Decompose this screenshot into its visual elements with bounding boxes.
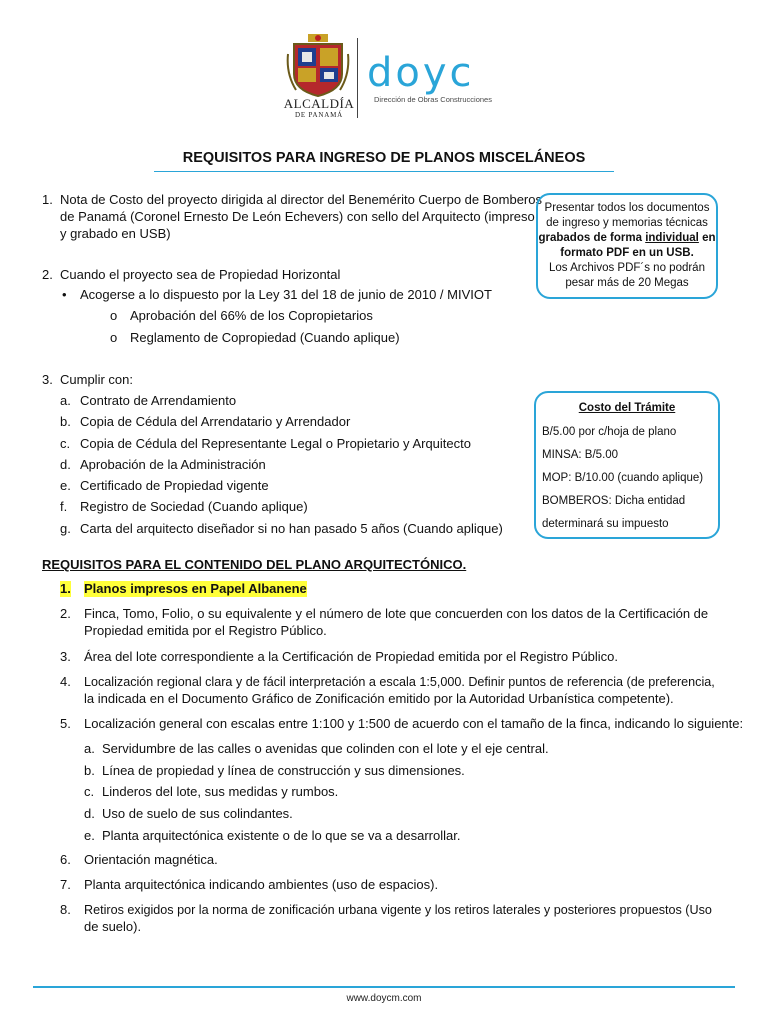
item-3-letter-c: c. [60, 436, 71, 451]
item-2-line-1: Cuando el proyecto sea de Propiedad Horizontal [60, 267, 341, 282]
callout-1-line-5: Los Archivos PDF´s no podrán [549, 262, 705, 274]
footer-rule [33, 986, 735, 988]
item-1-line-1: Nota de Costo del proyecto dirigida al director del Benemérito Cuerpo de Bomberos [60, 192, 542, 207]
req-4-number: 4. [60, 674, 71, 689]
req-8-line-1: Retiros exigidos por la norma de zonificación urbana vigente y los retiros laterales y posteriores propuestos (Uso [84, 903, 712, 917]
circle-bullet-icon: o [110, 308, 118, 323]
cost-heading: Costo del Trámite [578, 402, 676, 414]
item-2-number: 2. [42, 267, 53, 282]
req-5-a: Servidumbre de las calles o avenidas que colinden con el lote y el eje central. [102, 741, 549, 756]
de-panama-label: DE PANAMÁ [295, 111, 343, 119]
req-5-letter-d: d. [84, 806, 95, 821]
cost-line-3: MOP: B/10.00 (cuando aplique) [542, 472, 704, 484]
req-3: Área del lote correspondiente a la Certificación de Propiedad emitida por el Registro Público. [84, 649, 619, 664]
req-8-line-2: de suelo). [84, 919, 142, 934]
cost-line-5: determinará su impuesto [542, 518, 669, 530]
item-2-sub-2: Reglamento de Copropiedad (Cuando aplique) [130, 330, 400, 345]
footer-url: www.doycm.com [346, 993, 422, 1004]
item-3-letter-e: e. [60, 478, 71, 493]
circle-bullet-icon: o [110, 330, 118, 345]
callout-1-line-1: Presentar todos los documentos [544, 202, 710, 214]
doyc-logo-text: doyc [367, 50, 475, 96]
req-1-number: 1. [60, 581, 71, 596]
req-6-number: 6. [60, 852, 71, 867]
req-3-number: 3. [60, 649, 71, 664]
req-4-line-1: Localización regional clara y de fácil interpretación a escala 1:5,000. Definir puntos de referencia (de preferencia, [84, 675, 715, 689]
callout-1-line-6: pesar más de 20 Megas [565, 277, 689, 289]
callout-1-line-4: formato PDF en un USB. [560, 247, 694, 259]
callout-1-line-3: grabados de forma individual en [538, 232, 716, 244]
item-3-b: Copia de Cédula del Arrendatario y Arrendador [80, 414, 351, 429]
item-3-a: Contrato de Arrendamiento [80, 393, 237, 408]
item-3-c: Copia de Cédula del Representante Legal o Propietario y Arquitecto [80, 436, 471, 451]
page-title: REQUISITOS PARA INGRESO DE PLANOS MISCELÁNEOS [182, 150, 586, 166]
req-5-letter-e: e. [84, 828, 95, 843]
header-divider [357, 38, 358, 118]
coat-of-arms-icon [286, 34, 350, 98]
req-2-line-2: Propiedad emitida por el Registro Público. [84, 623, 327, 638]
item-2-bullet: Acogerse a lo dispuesto por la Ley 31 del 18 de junio de 2010 / MIVIOT [80, 287, 492, 302]
req-7-number: 7. [60, 877, 71, 892]
doyc-logo [365, 50, 495, 96]
doyc-subtitle: Dirección de Obras Construcciones [374, 95, 492, 104]
req-1: Planos impresos en Papel Albanene [84, 581, 307, 596]
section-2-heading: REQUISITOS PARA EL CONTENIDO DEL PLANO ARQUITECTÓNICO. [42, 557, 467, 572]
cost-line-2: MINSA: B/5.00 [542, 449, 619, 461]
item-3-letter-g: g. [60, 521, 71, 536]
req-5-letter-a: a. [84, 741, 95, 756]
req-5-letter-b: b. [84, 763, 95, 778]
req-5-e: Planta arquitectónica existente o de lo que se va a desarrollar. [102, 828, 461, 843]
item-3-line-1: Cumplir con: [60, 372, 133, 387]
item-3-letter-b: b. [60, 414, 71, 429]
bullet-icon: • [62, 287, 67, 302]
req-5-d: Uso de suelo de sus colindantes. [102, 806, 293, 821]
item-3-d: Aprobación de la Administración [80, 457, 266, 472]
callout-1-line-2: de ingreso y memorias técnicas [546, 217, 708, 229]
req-5-letter-c: c. [84, 784, 95, 799]
item-1-number: 1. [42, 192, 53, 207]
req-4-line-2: la indicada en el Documento Gráfico de Zonificación emitido por la Autoridad Urbanística competente). [84, 691, 674, 706]
item-3-e: Certificado de Propiedad vigente [80, 478, 269, 493]
item-3-g: Carta del arquitecto diseñador si no han pasado 5 años (Cuando aplique) [80, 521, 503, 536]
req-2-line-1: Finca, Tomo, Folio, o su equivalente y el número de lote que concuerden con los datos de la Certificación de [84, 606, 709, 621]
req-8-number: 8. [60, 902, 71, 917]
req-7: Planta arquitectónica indicando ambientes (uso de espacios). [84, 877, 439, 892]
alcaldia-label: ALCALDÍA [283, 96, 355, 111]
req-5-c: Linderos del lote, sus medidas y rumbos. [102, 784, 339, 799]
item-3-f: Registro de Sociedad (Cuando aplique) [80, 499, 308, 514]
cost-line-4: BOMBEROS: Dicha entidad [542, 495, 686, 507]
title-underline [154, 171, 614, 172]
req-5-b: Línea de propiedad y línea de construcción y sus dimensiones. [102, 763, 465, 778]
cost-callout [534, 391, 720, 539]
req-6: Orientación magnética. [84, 852, 218, 867]
item-2-sub-1: Aprobación del 66% de los Copropietarios [130, 308, 373, 323]
item-1-line-3: y grabado en USB) [60, 226, 171, 241]
item-3-letter-d: d. [60, 457, 71, 472]
req-5-number: 5. [60, 716, 71, 731]
item-3-letter-a: a. [60, 393, 71, 408]
req-5: Localización general con escalas entre 1:100 y 1:500 de acuerdo con el tamaño de la finca, indicando lo siguiente: [84, 716, 744, 731]
item-3-letter-f: f. [60, 499, 68, 514]
cost-line-1: B/5.00 por c/hoja de plano [542, 426, 677, 438]
req-2-number: 2. [60, 606, 71, 621]
item-3-number: 3. [42, 372, 53, 387]
item-1-line-2: de Panamá (Coronel Ernesto De León Echevers) con sello del Arquitecto (impreso [60, 209, 535, 224]
usb-pdf-callout [536, 193, 718, 299]
